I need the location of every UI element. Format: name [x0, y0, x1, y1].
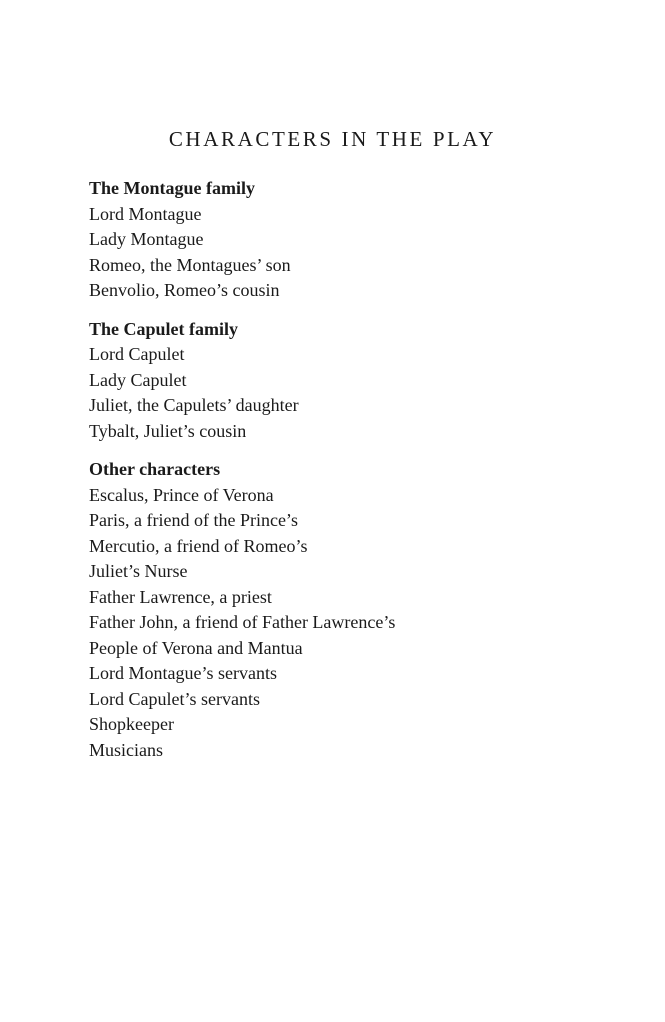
character-item: Lord Montague’s servants [89, 663, 277, 683]
character-items [89, 342, 609, 444]
character-item: Shopkeeper [89, 714, 174, 734]
section-other-characters [89, 457, 609, 763]
character-item: Benvolio, Romeo’s cousin [89, 280, 280, 300]
character-item: Romeo, the Montagues’ son [89, 254, 291, 275]
character-item: Paris, a friend of the Prince’s [89, 510, 298, 530]
character-item: Musicians [89, 739, 163, 760]
character-list [89, 176, 609, 776]
character-items [89, 202, 609, 304]
character-item: Juliet’s Nurse [89, 561, 188, 581]
character-item: Lord Capulet’s servants [89, 688, 260, 709]
character-item: Mercutio, a friend of Romeo’s [89, 535, 308, 556]
character-item: Lady Capulet [89, 369, 187, 390]
character-items [89, 483, 609, 764]
character-item: Juliet, the Capulets’ daughter [89, 395, 299, 415]
section-heading: Other characters [89, 459, 221, 479]
section-heading: The Montague family [89, 178, 255, 198]
section-capulet-family [89, 317, 609, 445]
character-item: Lady Montague [89, 229, 204, 249]
section-heading: The Capulet family [89, 318, 239, 339]
character-item: Tybalt, Juliet’s cousin [89, 420, 247, 441]
character-item: Escalus, Prince of Verona [89, 484, 274, 505]
page-title: CHARACTERS IN THE PLAY [168, 127, 497, 151]
character-item: People of Verona and Mantua [89, 637, 303, 658]
character-item: Lord Capulet [89, 344, 185, 364]
character-item: Lord Montague [89, 203, 202, 224]
section-montague-family [89, 176, 609, 304]
character-item: Father John, a friend of Father Lawrence’s [89, 612, 396, 632]
character-item: Father Lawrence, a priest [89, 586, 272, 607]
